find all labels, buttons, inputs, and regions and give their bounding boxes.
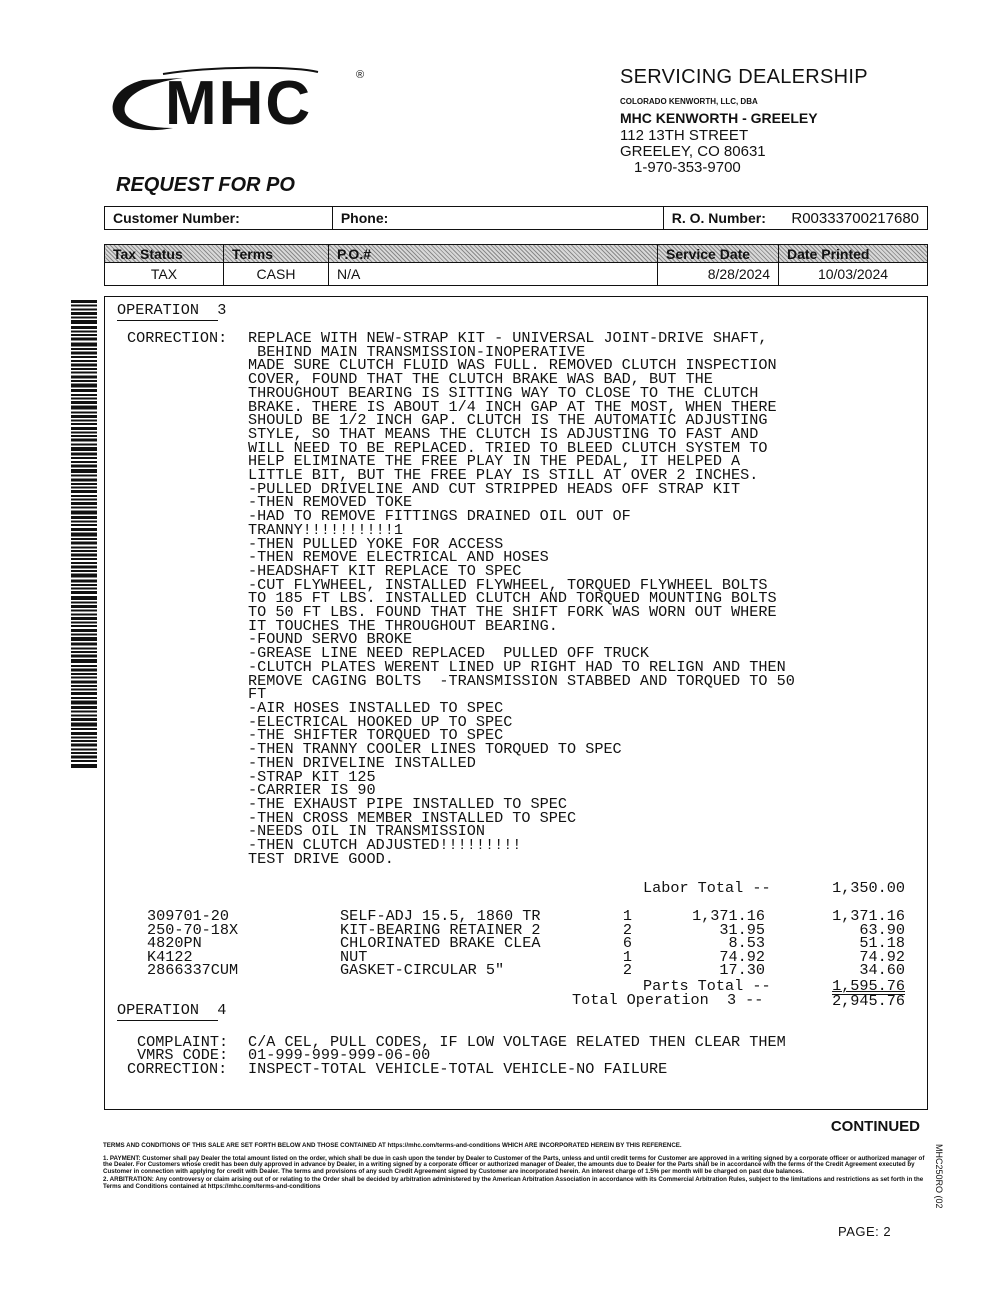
correction-line: -CUT FLYWHEEL, INSTALLED FLYWHEEL, TORQUED FLYWHEEL BOLTS — [248, 575, 768, 594]
part-quantity: 2 — [622, 920, 632, 939]
part-number: 4820PN — [147, 934, 202, 952]
correction-line: TRANNY!!!!!!!!!!1 — [248, 520, 403, 539]
part-description: SELF-ADJ 15.5, 1860 TR — [340, 907, 541, 925]
vmrs-code: 01-999-999-999-06-00 — [248, 1046, 431, 1064]
correction-line: -FOUND SERVO BROKE — [248, 630, 413, 649]
part-extended-price: 74.92 — [859, 947, 905, 966]
correction-line: SHOULD BE 1/2 INCH GAP. CLUTCH IS THE AUTOMATIC ADJUSTING — [248, 411, 768, 430]
correction-line: -HEADSHAFT KIT REPLACE TO SPEC — [248, 561, 522, 580]
terms-and-conditions — [103, 1143, 925, 1191]
correction-line: THROUGHOUT BEARING IS SITTING WAY TO CLOSE TO THE CLUTCH — [248, 383, 759, 402]
correction-line: MADE SURE CLUTCH FLUID WAS FULL. REMOVED CLUTCH INSPECTION — [248, 356, 777, 375]
correction-line: STYLE, SO THAT MEANS THE CLUTCH IS ADJUSTING TO FAST AND — [248, 424, 759, 443]
part-extended-price: 1,371.16 — [832, 907, 905, 925]
part-description: CHLORINATED BRAKE CLEA — [340, 934, 541, 952]
correction-line: REMOVE CAGING BOLTS -TRANSMISSION STABBED AND TORQUED TO 50 — [248, 671, 795, 690]
operation-3-correction-text — [248, 329, 795, 868]
correction-line: TO 185 FT LBS. INSTALLED CLUTCH AND TORQUED MOUNTING BOLTS — [248, 589, 777, 608]
correction-line: -THEN REMOVE ELECTRICAL AND HOSES — [248, 548, 549, 567]
correction-line: -GREASE LINE NEED REPLACED PULLED OFF TRUCK — [248, 644, 650, 663]
correction-line: BRAKE. THERE IS ABOUT 1/4 INCH GAP AT THE MOST, WHEN THERE — [248, 397, 777, 416]
dealership-street: 112 13TH STREET — [620, 127, 749, 144]
date-printed-header: Date Printed — [779, 245, 928, 263]
po-header: P.O.# — [329, 245, 658, 263]
part-quantity: 2 — [622, 961, 632, 979]
correction-line: -ELECTRICAL HOOKED UP TO SPEC — [248, 712, 513, 731]
logo-text: MHC — [165, 69, 313, 138]
mhc-logo — [103, 62, 373, 142]
correction-line: -THEN REMOVED TOKE — [248, 493, 413, 512]
date-printed: 10/03/2024 — [779, 263, 928, 286]
correction-line: -THEN DRIVELINE INSTALLED — [248, 753, 476, 772]
correction-line: -PULLED DRIVELINE AND CUT STRIPPED HEADS OFF STRAP KIT — [248, 479, 741, 498]
continued-label: CONTINUED — [830, 1118, 920, 1135]
service-date: 8/28/2024 — [658, 263, 779, 286]
header-table-top — [104, 206, 928, 230]
page-title: REQUEST FOR PO — [116, 174, 295, 196]
terms-payment: 1. PAYMENT: Customer shall pay Dealer the total amount listed on the order, which shall be due in cash upon the tender by Dealer to Customer of the Parts, unless and until credit terms for Customer are approved in a writing signed by a corporate officer or authorized manager of the Dealer. For Customers whose credit has been duly approved in advance by Dealer, in a writing signed by a corporate officer or authorized manager of Dealer, the amounts due to Dealer for the Parts shall be in accordance with the terms of the Credit Agreement executed by Customer in connection with applying for credit with Dealer. The terms and provisions of any such Credit Agreement signed by Customer are incorporated herein. An interest charge of 1.5% per month will be charged on past due balances. — [103, 1154, 925, 1175]
part-extended-price: 34.60 — [859, 961, 905, 979]
total-operation-label: Total Operation 3 -- — [572, 991, 764, 1009]
correction-line: -AIR HOSES INSTALLED TO SPEC — [248, 698, 504, 717]
tax-status: TAX — [105, 263, 224, 286]
parts-total: 1,595.76 — [832, 977, 905, 995]
operation-4-correction-text: INSPECT-TOTAL VEHICLE-TOTAL VEHICLE-NO FAILURE — [248, 1060, 668, 1078]
correction-line: IT TOUCHES THE THROUGHOUT BEARING. — [248, 616, 558, 635]
part-extended-price: 63.90 — [859, 920, 905, 939]
correction-line: -CLUTCH PLATES WERENT LINED UP RIGHT HAD TO RELIGN AND THEN — [248, 657, 786, 676]
terms-arbitration: 2. ARBITRATION: Any controversy or claim arising out of or relating to the Order shall be decided by arbitration administered by the American Arbitration Association in accordance with its Commercial Arbitration Rules, subject to the limitations and restrictions as set forth in the Terms and Conditions contained at https://mhc.com/terms-and-conditions — [103, 1176, 924, 1190]
vmrs-label: VMRS CODE: — [137, 1046, 229, 1064]
correction-line: TEST DRIVE GOOD. — [248, 849, 394, 868]
part-number: K4122 — [147, 947, 193, 966]
part-description: NUT — [340, 947, 368, 966]
phone-cell: Phone: — [332, 207, 663, 230]
operation-4-correction-label: CORRECTION: — [127, 1060, 228, 1078]
terms-header: Terms — [224, 245, 329, 263]
correction-line: -THEN CLUTCH ADJUSTED!!!!!!!!! — [248, 836, 522, 855]
part-quantity: 1 — [622, 947, 632, 966]
correction-line: HELP ELIMINATE THE FREE PLAY IN THE PEDAL, IT HELPED A — [248, 452, 741, 471]
correction-line: -THE SHIFTER TORQUED TO SPEC — [248, 726, 504, 745]
complaint-text: C/A CEL, PULL CODES, IF LOW VOLTAGE RELATED THEN CLEAR THEM — [248, 1033, 786, 1051]
correction-line: -CARRIER IS 90 — [248, 781, 376, 800]
labor-total-label: Labor Total -- — [643, 879, 771, 897]
operation-3-heading: OPERATION 3 — [117, 301, 227, 319]
operation-3-correction-label: CORRECTION: — [127, 329, 228, 347]
ro-number: R00333700217680 — [783, 207, 927, 230]
parts-total-label: Parts Total -- — [643, 977, 771, 995]
part-number: 309701-20 — [147, 907, 230, 925]
operation-3-underline — [117, 320, 218, 321]
labor-total: 1,350.00 — [832, 879, 905, 897]
tax-status-header: Tax Status — [105, 245, 224, 263]
barcode — [71, 300, 97, 770]
page-number: PAGE: 2 — [838, 1224, 892, 1239]
dealership-phone: 1-970-353-9700 — [634, 159, 741, 176]
part-number: 2866337CUM — [147, 961, 239, 979]
correction-line: -THE EXHAUST PIPE INSTALLED TO SPEC — [248, 794, 567, 813]
part-unit-price: 74.92 — [719, 947, 765, 966]
correction-line: LITTLE BIT, BUT THE FREE PLAY IS STILL AT OVER 2 INCHES. — [248, 466, 759, 485]
customer-number-cell: Customer Number: — [105, 207, 333, 230]
dealership-city: GREELEY, CO 80631 — [620, 143, 766, 160]
terms-value: CASH — [224, 263, 329, 286]
form-code: MHC250RO (02 — [934, 1144, 944, 1209]
correction-line: WILL NEED TO BE REPLACED. TRIED TO BLEED CLUTCH SYSTEM TO — [248, 438, 768, 457]
part-unit-price: 8.53 — [728, 934, 765, 952]
part-extended-price: 51.18 — [859, 934, 905, 952]
correction-line: -STRAP KIT 125 — [248, 767, 376, 786]
part-description: KIT-BEARING RETAINER 2 — [340, 920, 541, 939]
operation-4-heading: OPERATION 4 — [117, 1001, 227, 1019]
part-unit-price: 1,371.16 — [692, 907, 765, 925]
terms-heading: TERMS AND CONDITIONS OF THIS SALE ARE SET FORTH BELOW AND THOSE CONTAINED AT https://mhc.com/terms-and-conditions WHICH ARE INCORPORATED HEREIN BY THIS REFERENCE. — [103, 1142, 682, 1149]
part-unit-price: 17.30 — [719, 961, 765, 979]
service-date-header: Service Date — [658, 245, 779, 263]
part-description: GASKET-CIRCULAR 5" — [340, 961, 505, 979]
total-operation: 2,945.76 — [832, 992, 905, 1010]
servicing-dealership — [620, 66, 950, 176]
dealership-dba: COLORADO KENWORTH, LLC, DBA — [620, 97, 758, 106]
correction-line: -NEEDS OIL IN TRANSMISSION — [248, 822, 485, 841]
header-table-bottom — [104, 244, 928, 286]
po-value: N/A — [329, 263, 658, 286]
correction-line: -THEN CROSS MEMBER INSTALLED TO SPEC — [248, 808, 577, 827]
correction-line: -THEN TRANNY COOLER LINES TORQUED TO SPEC — [248, 740, 622, 759]
part-quantity: 6 — [622, 934, 632, 952]
correction-line: -HAD TO REMOVE FITTINGS DRAINED OIL OUT OF — [248, 507, 631, 526]
complaint-label: COMPLAINT: — [137, 1033, 229, 1051]
correction-line: COVER, FOUND THAT THE CLUTCH BRAKE WAS BAD, BUT THE — [248, 370, 713, 389]
part-quantity: 1 — [622, 907, 632, 925]
dealership-name: MHC KENWORTH - GREELEY — [620, 110, 818, 126]
correction-line: REPLACE WITH NEW-STRAP KIT - UNIVERSAL JOINT-DRIVE SHAFT, — [248, 329, 768, 347]
ro-number-label: R. O. Number: — [663, 207, 783, 230]
registered-mark: ® — [356, 69, 365, 81]
correction-line: FT — [248, 685, 267, 704]
correction-line: TO 50 FT LBS. FOUND THAT THE SHIFT FORK WAS WORN OUT WHERE — [248, 603, 777, 622]
dealership-heading: SERVICING DEALERSHIP — [620, 66, 868, 88]
correction-line: -THEN PULLED YOKE FOR ACCESS — [248, 534, 504, 553]
operation-4-underline — [117, 1020, 218, 1021]
part-unit-price: 31.95 — [719, 920, 765, 939]
parts-row — [0, 961, 1000, 979]
part-number: 250-70-18X — [147, 920, 239, 939]
correction-line: BEHIND MAIN TRANSMISSION-INOPERATIVE — [248, 342, 586, 361]
